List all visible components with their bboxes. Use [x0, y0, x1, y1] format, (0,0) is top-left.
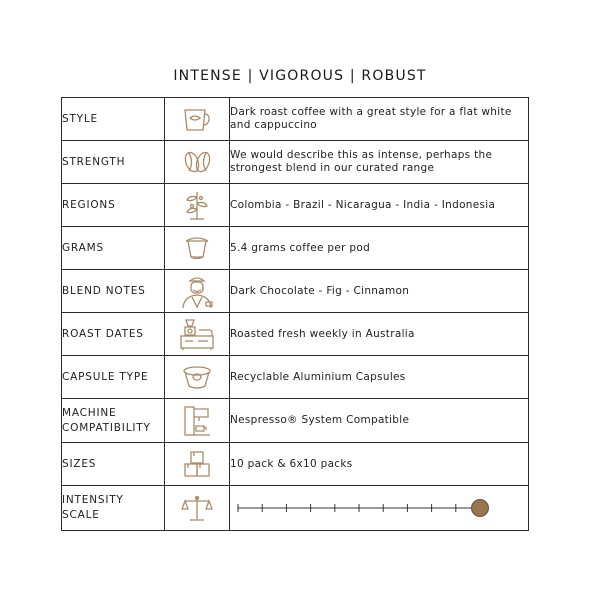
row-value: 5.4 grams coffee per pod — [230, 227, 529, 270]
row-label: SIZES — [62, 443, 165, 486]
spec-table — [61, 97, 529, 531]
row-label: REGIONS — [62, 184, 165, 227]
row-value: Roasted fresh weekly in Australia — [230, 313, 529, 356]
coffee-pod-icon — [180, 233, 214, 263]
balance-scale-icon — [180, 493, 214, 523]
table-row — [62, 270, 529, 313]
row-value: Nespresso® System Compatible — [230, 399, 529, 443]
row-label: GRAMS — [62, 227, 165, 270]
table-row — [62, 184, 529, 227]
row-value: 10 pack & 6x10 packs — [230, 443, 529, 486]
table-row — [62, 443, 529, 486]
page-title: INTENSE | VIGOROUS | ROBUST — [173, 68, 427, 84]
row-label: BLEND NOTES — [62, 270, 165, 313]
row-value: Recyclable Aluminium Capsules — [230, 356, 529, 399]
intensity-scale — [230, 486, 528, 530]
table-row — [62, 486, 529, 531]
capsule-icon — [180, 362, 214, 392]
boxes-icon — [180, 449, 214, 479]
row-value: Colombia - Brazil - Nicaragua - India - Indonesia — [230, 184, 529, 227]
intensity-scale-track — [230, 486, 516, 530]
row-label: MACHINE COMPATIBILITY — [62, 399, 165, 443]
row-value: Dark roast coffee with a great style for a flat white and cappuccino — [230, 98, 529, 141]
coffee-cup-icon — [180, 104, 214, 134]
barista-icon — [179, 273, 215, 309]
row-value: Dark Chocolate - Fig - Cinnamon — [230, 270, 529, 313]
intensity-marker — [472, 500, 489, 517]
row-value: We would describe this as intense, perhaps the strongest blend in our curated range — [230, 141, 529, 184]
coffee-plant-icon — [180, 189, 214, 221]
roaster-icon — [178, 317, 216, 351]
coffee-bean-icon — [180, 147, 214, 177]
row-label: CAPSULE TYPE — [62, 356, 165, 399]
row-label: STYLE — [62, 98, 165, 141]
table-row — [62, 356, 529, 399]
coffee-machine-icon — [180, 404, 214, 438]
table-row — [62, 313, 529, 356]
table-row — [62, 399, 529, 443]
table-row — [62, 227, 529, 270]
row-label: STRENGTH — [62, 141, 165, 184]
row-label: INTENSITY SCALE — [62, 486, 165, 531]
row-label: ROAST DATES — [62, 313, 165, 356]
table-row — [62, 98, 529, 141]
table-row — [62, 141, 529, 184]
